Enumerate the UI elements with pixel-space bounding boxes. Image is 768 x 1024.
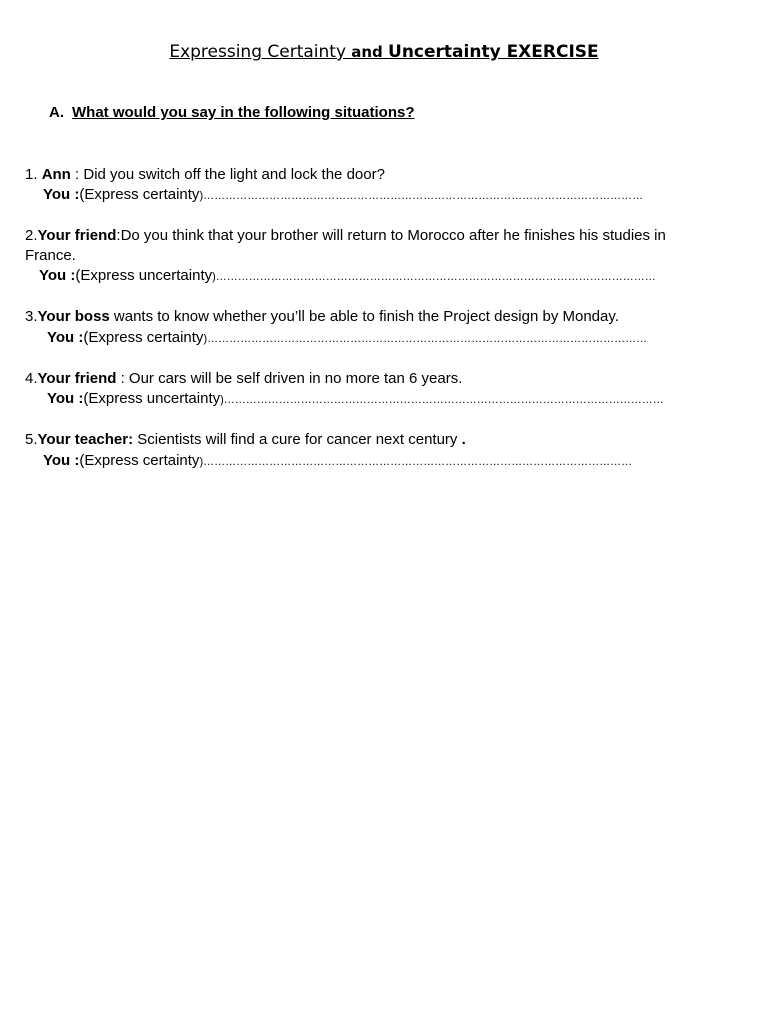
- answer-prompt: (Express certainty: [83, 329, 204, 346]
- question-end-mark: .: [461, 431, 466, 448]
- answer-prompt: (Express certainty: [79, 452, 200, 469]
- question-speaker: Your friend: [37, 227, 117, 244]
- question-number: 2.: [25, 227, 38, 244]
- section-heading: [49, 104, 415, 121]
- title-part-3: Uncertainty EXERCISE: [388, 42, 599, 62]
- answer-3[interactable]: [47, 328, 647, 349]
- answer-blank[interactable]: )…………………………………………………………………………………………………………: [199, 190, 644, 202]
- question-text: wants to know whether you’ll be able to finish the Project design by Monday.: [109, 308, 619, 325]
- answer-1[interactable]: [43, 185, 643, 206]
- answer-blank[interactable]: )………………………………………………………………………………………………………: [199, 456, 633, 468]
- question-4: [25, 369, 462, 389]
- question-speaker: Ann: [41, 166, 71, 183]
- answer-prompt: (Express uncertainty: [83, 390, 221, 407]
- answer-blank[interactable]: )…………………………………………………………………………………………………………: [220, 394, 664, 406]
- title-part-1: Expressing Certainty: [169, 42, 347, 62]
- page-title: [0, 42, 768, 62]
- you-label: You :: [47, 390, 84, 407]
- question-number: 5.: [25, 431, 38, 448]
- you-label: You :: [43, 452, 80, 469]
- answer-blank[interactable]: )…………………………………………………………………………………………………………: [203, 333, 648, 345]
- answer-2[interactable]: [39, 266, 656, 287]
- answer-prompt: (Express uncertainty: [75, 267, 213, 284]
- question-text: : Did you switch off the light and lock the door?: [70, 166, 385, 183]
- question-speaker: Your boss: [37, 308, 110, 325]
- question-2: [25, 226, 666, 246]
- question-5: [25, 430, 466, 450]
- question-1: [25, 165, 385, 185]
- question-text: : Our cars will be self driven in no more tan 6 years.: [116, 370, 463, 387]
- section-letter: A.: [49, 104, 64, 121]
- question-number: 4.: [25, 370, 38, 387]
- answer-prompt: (Express certainty: [79, 186, 200, 203]
- you-label: You :: [39, 267, 76, 284]
- question-speaker: Your teacher:: [37, 431, 134, 448]
- question-text: Scientists will find a cure for cancer next century: [133, 431, 462, 448]
- you-label: You :: [47, 329, 84, 346]
- question-text: :Do you think that your brother will return to Morocco after he finishes his studies in: [116, 227, 666, 244]
- answer-4[interactable]: [47, 389, 664, 410]
- question-text-line2: France.: [25, 247, 76, 264]
- title-part-2: and: [346, 43, 389, 61]
- question-2-continued: [25, 246, 76, 266]
- answer-blank[interactable]: )…………………………………………………………………………………………………………: [212, 271, 656, 283]
- question-number: 3.: [25, 308, 38, 325]
- answer-5[interactable]: [43, 451, 632, 472]
- question-speaker: Your friend: [37, 370, 117, 387]
- section-heading-text: What would you say in the following situations?: [72, 104, 415, 121]
- you-label: You :: [43, 186, 80, 203]
- question-number: 1.: [25, 166, 42, 183]
- question-3: [25, 307, 619, 327]
